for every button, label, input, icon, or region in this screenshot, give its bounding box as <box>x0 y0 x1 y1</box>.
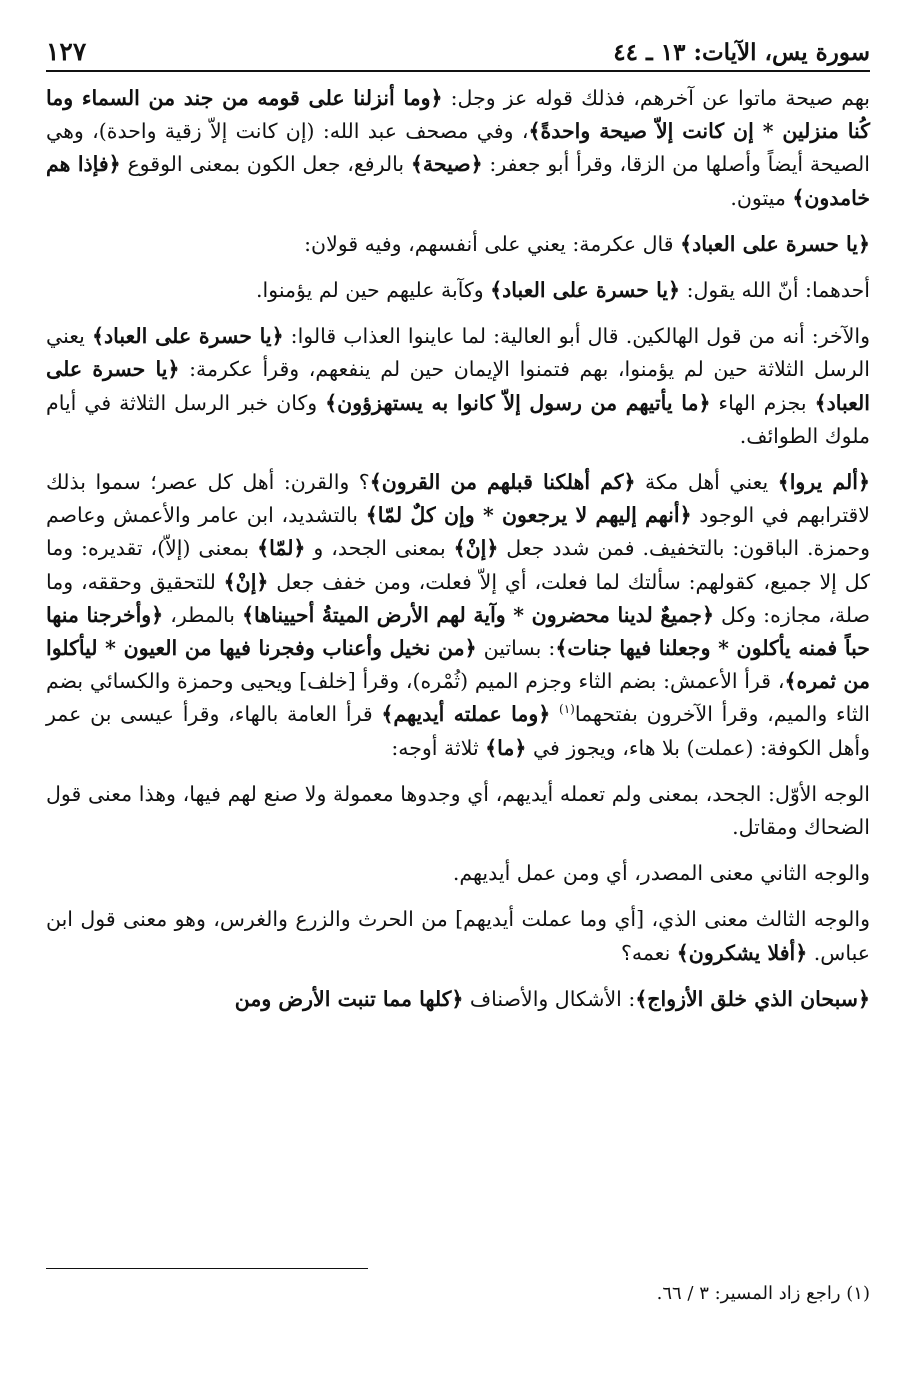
text-run: أحدهما: أنّ الله يقول: <box>680 278 870 303</box>
text-run: والوجه الثالث معنى الذي، [أي وما عملت أيديهم] من الحرث والزرع والغرس، وهو معنى قول ابن عباس. <box>46 907 870 965</box>
text-run: والوجه الثاني معنى المصدر، أي ومن عمل أيديهم. <box>452 861 870 886</box>
text-run <box>550 702 559 726</box>
page <box>46 26 870 1374</box>
paragraph <box>46 903 870 969</box>
text-run: وكآبة عليهم حين لم يؤمنوا. <box>256 278 491 303</box>
paragraph <box>46 466 870 765</box>
text-run: والآخر: أنه من قول الهالكين. قال أبو العالية: لما عاينوا العذاب قالوا: <box>283 324 870 349</box>
text-run: يعني الرسل الثلاثة حين لم يؤمنوا، بهم فتمنوا الإيمان حين لم ينفعهم، وقرأ عكرمة: <box>46 324 870 382</box>
text-run: الوجه الأوّل: الجحد، بمعنى ولم تعمله أيديهم، أي وجدوها معمولة ولا صنع لهم فيها، وهذا معنى قول الضحاك ومقاتل. <box>46 781 870 840</box>
quran-quote: ﴿وأخرجنا منها حباً فمنه يأكلون * وجعلنا فيها جنات﴾ <box>46 602 870 661</box>
quran-quote: ﴿كم أهلكنا قبلهم من القرون﴾ <box>369 470 636 495</box>
text-run: ميتون. <box>730 185 793 210</box>
text-run: بجزم الهاء <box>710 390 815 415</box>
paragraph <box>46 320 870 453</box>
text-run: قرأ العامة بالهاء، وقرأ عيسى بن عمر وأهل الكوفة: (عملت) بلا هاء، ويجوز في <box>46 702 870 760</box>
page-header <box>46 26 870 72</box>
text-run: : بساتين <box>476 636 556 661</box>
text-run: بمعنى (إلاّ)، تقديره: وما كل إلا جميع، كقولهم: سألتك لما فعلت، أي إلاّ فعلت، ومن خفف جعل <box>46 536 870 594</box>
quran-quote: ﴿ما﴾ <box>485 735 527 760</box>
text-run: للتحقيق وحققه، وما صلة، مجازه: وكل <box>46 569 871 627</box>
quran-quote: ﴿يا حسرة على العباد﴾ <box>46 357 870 415</box>
quran-quote: ﴿إنْ﴾ <box>453 536 499 561</box>
quran-quote: ﴿أنهم إليهم لا يرجعون * وإن كلٌ لمّا﴾ <box>365 503 692 528</box>
text-run: نعمه؟ <box>620 940 677 965</box>
footnote-divider <box>46 1268 368 1269</box>
quran-quote: ﴿سبحان الذي خلق الأزواج﴾ <box>635 986 870 1011</box>
text-run: بمعنى الجحد، و <box>305 536 454 561</box>
main-text <box>46 82 870 1016</box>
text-run: بالتشديد، ابن عامر والأعمش وعاصم وحمزة. الباقون: بالتخفيف. فمن شدد جعل <box>46 503 870 561</box>
quran-quote: ﴿ألم يروا﴾ <box>777 470 871 495</box>
text-run: بهم صيحة ماتوا عن آخرهم، فذلك قوله عز وجل: <box>442 86 870 110</box>
running-title: سورة يس، الآيات: ١٣ ـ ٤٤ <box>613 39 870 66</box>
paragraph <box>46 983 870 1016</box>
paragraph <box>46 228 870 261</box>
text-run: ، قرأ الأعمش: بضم الثاء وجزم الميم (ثُمْره)، وقرأ [خلف] ويحيى وحمزة والكسائي بضم الثاء والميم، وقرأ الآخرون بفتحهما <box>46 669 870 727</box>
text-run: قال عكرمة: يعني على أنفسهم، وفيه قولان: <box>304 231 681 256</box>
text-run: : الأشكال والأصناف <box>463 986 636 1011</box>
paragraph <box>46 82 870 215</box>
quran-quote: ﴿إنْ﴾ <box>223 569 269 594</box>
text-run: بالمطر، <box>163 602 243 627</box>
quran-quote: ﴿لمّا﴾ <box>257 536 306 561</box>
footnote-ref: (١) <box>559 702 575 717</box>
quran-quote: ﴿ما يأتيهم من رسول إلاّ كانوا به يستهزؤون﴾ <box>325 390 711 415</box>
quran-quote: ﴿أفلا يشكرون﴾ <box>676 940 808 965</box>
quran-quote: ﴿يا حسرة على العباد﴾ <box>91 324 284 349</box>
quran-quote: ﴿كلها مما تنبت الأرض ومن <box>234 986 464 1011</box>
text-run: وكان خبر الرسل الثلاثة في أيام ملوك الطوائف. <box>46 390 870 448</box>
quran-quote: ﴿جميعٌ لدينا محضرون * وآية لهم الأرض الميتةُ أحييناها﴾ <box>242 602 714 627</box>
quran-quote: ﴿يا حسرة على العباد﴾ <box>490 278 681 303</box>
quran-quote: ﴿فإذا هم خامدون﴾ <box>46 152 870 210</box>
page-number: ١٢٧ <box>46 37 87 66</box>
quran-quote: ﴿من نخيل وأعناب وفجرنا فيها من العيون * ليأكلوا من ثمره﴾ <box>46 636 871 694</box>
paragraph <box>46 274 870 307</box>
text-run: يعني أهل مكة <box>635 470 778 495</box>
footnote: (١) راجع زاد المسير: ٣ / ٦٦. <box>656 1283 870 1304</box>
text-run: ثلاثة أوجه: <box>391 735 486 760</box>
paragraph <box>46 857 870 890</box>
quran-quote: ﴿وما عملته أيديهم﴾ <box>381 702 551 727</box>
text-run: ، وفي مصحف عبد الله: (إن كانت إلاّ زقية واحدة)، وهي الصيحة أيضاً وأصلها من الزقا، وقرأ أبو جعفر: <box>46 119 870 177</box>
text-run: ؟ والقرن: أهل كل عصر؛ سموا بذلك لاقترابهم في الوجود <box>46 470 870 528</box>
paragraph <box>46 778 870 844</box>
quran-quote: ﴿وما أنزلنا على قومه من جند من السماء وما كُنا منزلين * إن كانت إلاّ صيحة واحدةً﴾ <box>46 86 870 144</box>
quran-quote: ﴿صيحة﴾ <box>410 152 483 177</box>
quran-quote: ﴿يا حسرة على العباد﴾ <box>680 231 870 256</box>
text-run: بالرفع، جعل الكون بمعنى الوقوع <box>120 152 411 177</box>
